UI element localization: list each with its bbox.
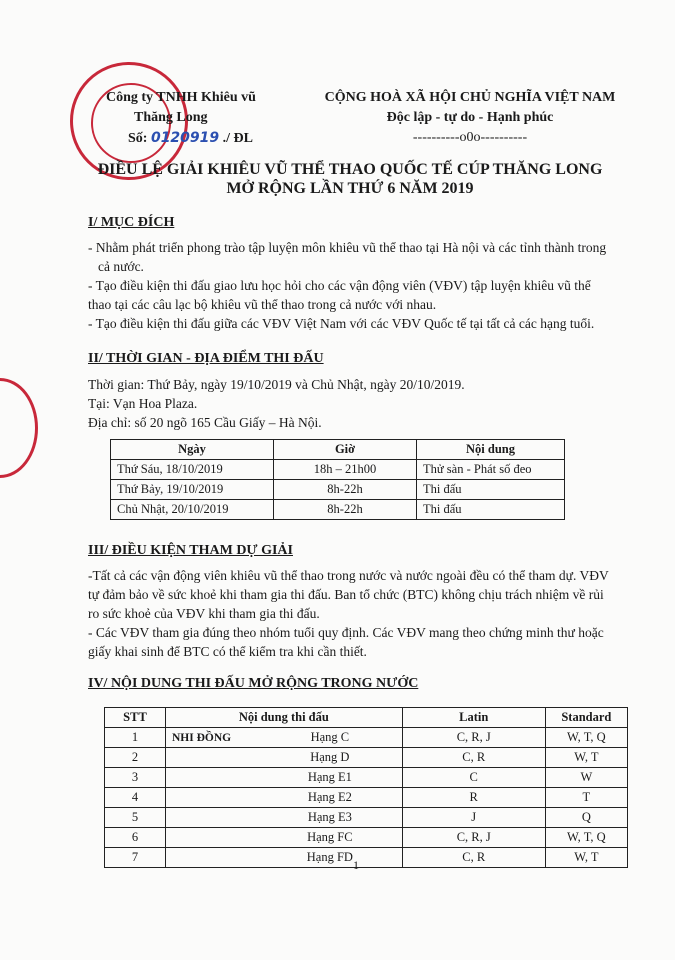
table-row xyxy=(105,748,628,768)
table-header-row xyxy=(105,708,628,728)
column-header: Latin xyxy=(402,708,545,728)
table-row xyxy=(105,728,628,748)
table-cell: C, R, J xyxy=(402,728,545,748)
table-row xyxy=(111,480,565,500)
table-cell: 1 xyxy=(105,728,166,748)
table-cell xyxy=(166,848,259,868)
table-row xyxy=(105,828,628,848)
table-cell: Hạng FC xyxy=(258,828,402,848)
table-cell: Hạng D xyxy=(258,748,402,768)
table-cell: 5 xyxy=(105,808,166,828)
table-cell: C, R xyxy=(402,848,545,868)
table-cell: Hạng E2 xyxy=(258,788,402,808)
table-cell: 3 xyxy=(105,768,166,788)
section-1-heading: I/ MỤC ĐÍCH xyxy=(88,215,175,230)
s3-line: giấy khai sinh để BTC có thể kiểm tra khi cần thiết. xyxy=(88,644,367,659)
place-line: Tại: Vạn Hoa Plaza. xyxy=(88,396,198,411)
table-cell: 8h-22h xyxy=(274,480,417,500)
table-cell: Chủ Nhật, 20/10/2019 xyxy=(111,500,274,520)
categories-table xyxy=(104,707,628,868)
table-cell: Hạng E1 xyxy=(258,768,402,788)
national-header xyxy=(316,88,624,148)
title-line1: ĐIỀU LỆ GIẢI KHIÊU VŨ THỂ THAO QUỐC TẾ CÚP THĂNG LONG xyxy=(97,161,603,178)
table-cell xyxy=(166,748,259,768)
table-cell: W xyxy=(545,768,627,788)
section-4-heading: IV/ NỘI DUNG THI ĐẤU MỞ RỘNG TRONG NƯỚC xyxy=(88,676,419,691)
s1-line: cả nước. xyxy=(98,259,144,274)
table-row xyxy=(105,808,628,828)
column-header: STT xyxy=(105,708,166,728)
table-cell: T xyxy=(545,788,627,808)
document-title xyxy=(60,160,640,198)
table-cell: Thi đấu xyxy=(417,480,565,500)
column-header: Standard xyxy=(545,708,627,728)
motto-divider: ----------o0o---------- xyxy=(412,130,528,145)
table-cell: Hạng FD xyxy=(258,848,402,868)
nation-name: CỘNG HOÀ XÃ HỘI CHỦ NGHĨA VIỆT NAM xyxy=(324,90,616,105)
partial-seal xyxy=(0,378,38,478)
table-row xyxy=(105,768,628,788)
table-cell: W, T, Q xyxy=(545,828,627,848)
national-motto: Độc lập - tự do - Hạnh phúc xyxy=(386,110,554,125)
column-header: Ngày xyxy=(111,440,274,460)
doc-number-suffix: ./ ĐL xyxy=(222,131,253,146)
table-cell: W, T, Q xyxy=(545,728,627,748)
company-block xyxy=(106,88,256,149)
table-cell: 7 xyxy=(105,848,166,868)
table-cell: Thử sàn - Phát số đeo xyxy=(417,460,565,480)
table-row xyxy=(111,460,565,480)
table-cell: 8h-22h xyxy=(274,500,417,520)
table-cell: J xyxy=(402,808,545,828)
section-2-body xyxy=(88,375,633,432)
table-cell: R xyxy=(402,788,545,808)
title-line2: MỞ RỘNG LẦN THỨ 6 NĂM 2019 xyxy=(226,180,474,197)
s1-line: thao tại các câu lạc bộ khiêu vũ thể thao trong cả nước với nhau. xyxy=(88,297,437,312)
table-cell: 2 xyxy=(105,748,166,768)
table-cell: Thứ Bảy, 19/10/2019 xyxy=(111,480,274,500)
s1-line: - Tạo điều kiện thi đấu giao lưu học hỏi cho các vận động viên (VĐV) tập luyện khiêu vũ thể xyxy=(88,278,591,293)
table-cell xyxy=(166,828,259,848)
table-row xyxy=(105,788,628,808)
column-header: Giờ xyxy=(274,440,417,460)
table-cell: C, R, J xyxy=(402,828,545,848)
doc-number-handwritten: 0120919 xyxy=(150,130,220,146)
address-line: Địa chỉ: số 20 ngõ 165 Cầu Giấy – Hà Nội. xyxy=(88,415,322,430)
table-cell xyxy=(166,788,259,808)
table-row xyxy=(111,500,565,520)
table-cell: NHI ĐỒNG xyxy=(166,728,259,748)
schedule-table xyxy=(110,439,565,520)
column-header: Nội dung xyxy=(417,440,565,460)
table-cell: Hạng E3 xyxy=(258,808,402,828)
table-cell xyxy=(166,808,259,828)
table-cell: C xyxy=(402,768,545,788)
table-cell: Thứ Sáu, 18/10/2019 xyxy=(111,460,274,480)
table-cell: 6 xyxy=(105,828,166,848)
section-3-body xyxy=(88,566,633,661)
table-cell: W, T xyxy=(545,848,627,868)
section-1-body xyxy=(88,238,633,333)
s3-line: tự đảm bảo về sức khoẻ khi tham gia thi đấu. Ban tổ chức (BTC) không chịu trách nhiệm về rủi xyxy=(88,587,604,602)
table-cell: W, T xyxy=(545,748,627,768)
section-3-heading: III/ ĐIỀU KIỆN THAM DỰ GIẢI xyxy=(88,543,293,558)
table-cell: 4 xyxy=(105,788,166,808)
table-cell: Q xyxy=(545,808,627,828)
section-2-heading: II/ THỜI GIAN - ĐỊA ĐIỂM THI ĐẤU xyxy=(88,351,324,366)
table-cell: C, R xyxy=(402,748,545,768)
page-number: 1 xyxy=(353,858,359,872)
s1-line: - Nhằm phát triển phong trào tập luyện môn khiêu vũ thể thao tại Hà nội và các tỉnh thành trong xyxy=(88,240,607,255)
doc-number-prefix: Số: xyxy=(128,131,148,146)
table-cell: Hạng C xyxy=(258,728,402,748)
time-line: Thời gian: Thứ Bảy, ngày 19/10/2019 và Chủ Nhật, ngày 20/10/2019. xyxy=(88,377,465,392)
company-name-line2: Thăng Long xyxy=(134,110,208,125)
column-header: Nội dung thi đấu xyxy=(166,708,403,728)
table-cell: Thi đấu xyxy=(417,500,565,520)
s1-line: - Tạo điều kiện thi đấu giữa các VĐV Việt Nam với các VĐV Quốc tế tại tất cả các hạng tuổi. xyxy=(88,316,595,331)
table-cell xyxy=(166,768,259,788)
table-row xyxy=(105,848,628,868)
s3-line: -Tất cả các vận động viên khiêu vũ thể thao trong nước và nước ngoài đều có thể tham dự. VĐV xyxy=(88,568,609,583)
table-cell: 18h – 21h00 xyxy=(274,460,417,480)
s3-line: - Các VĐV tham gia đúng theo nhóm tuổi quy định. Các VĐV mang theo chứng minh thư hoặc xyxy=(88,625,604,640)
company-name-line1: Công ty TNHH Khiêu vũ xyxy=(106,90,256,105)
table-header-row xyxy=(111,440,565,460)
s3-line: ro sức khoẻ của VĐV khi tham gia thi đấu. xyxy=(88,606,320,621)
